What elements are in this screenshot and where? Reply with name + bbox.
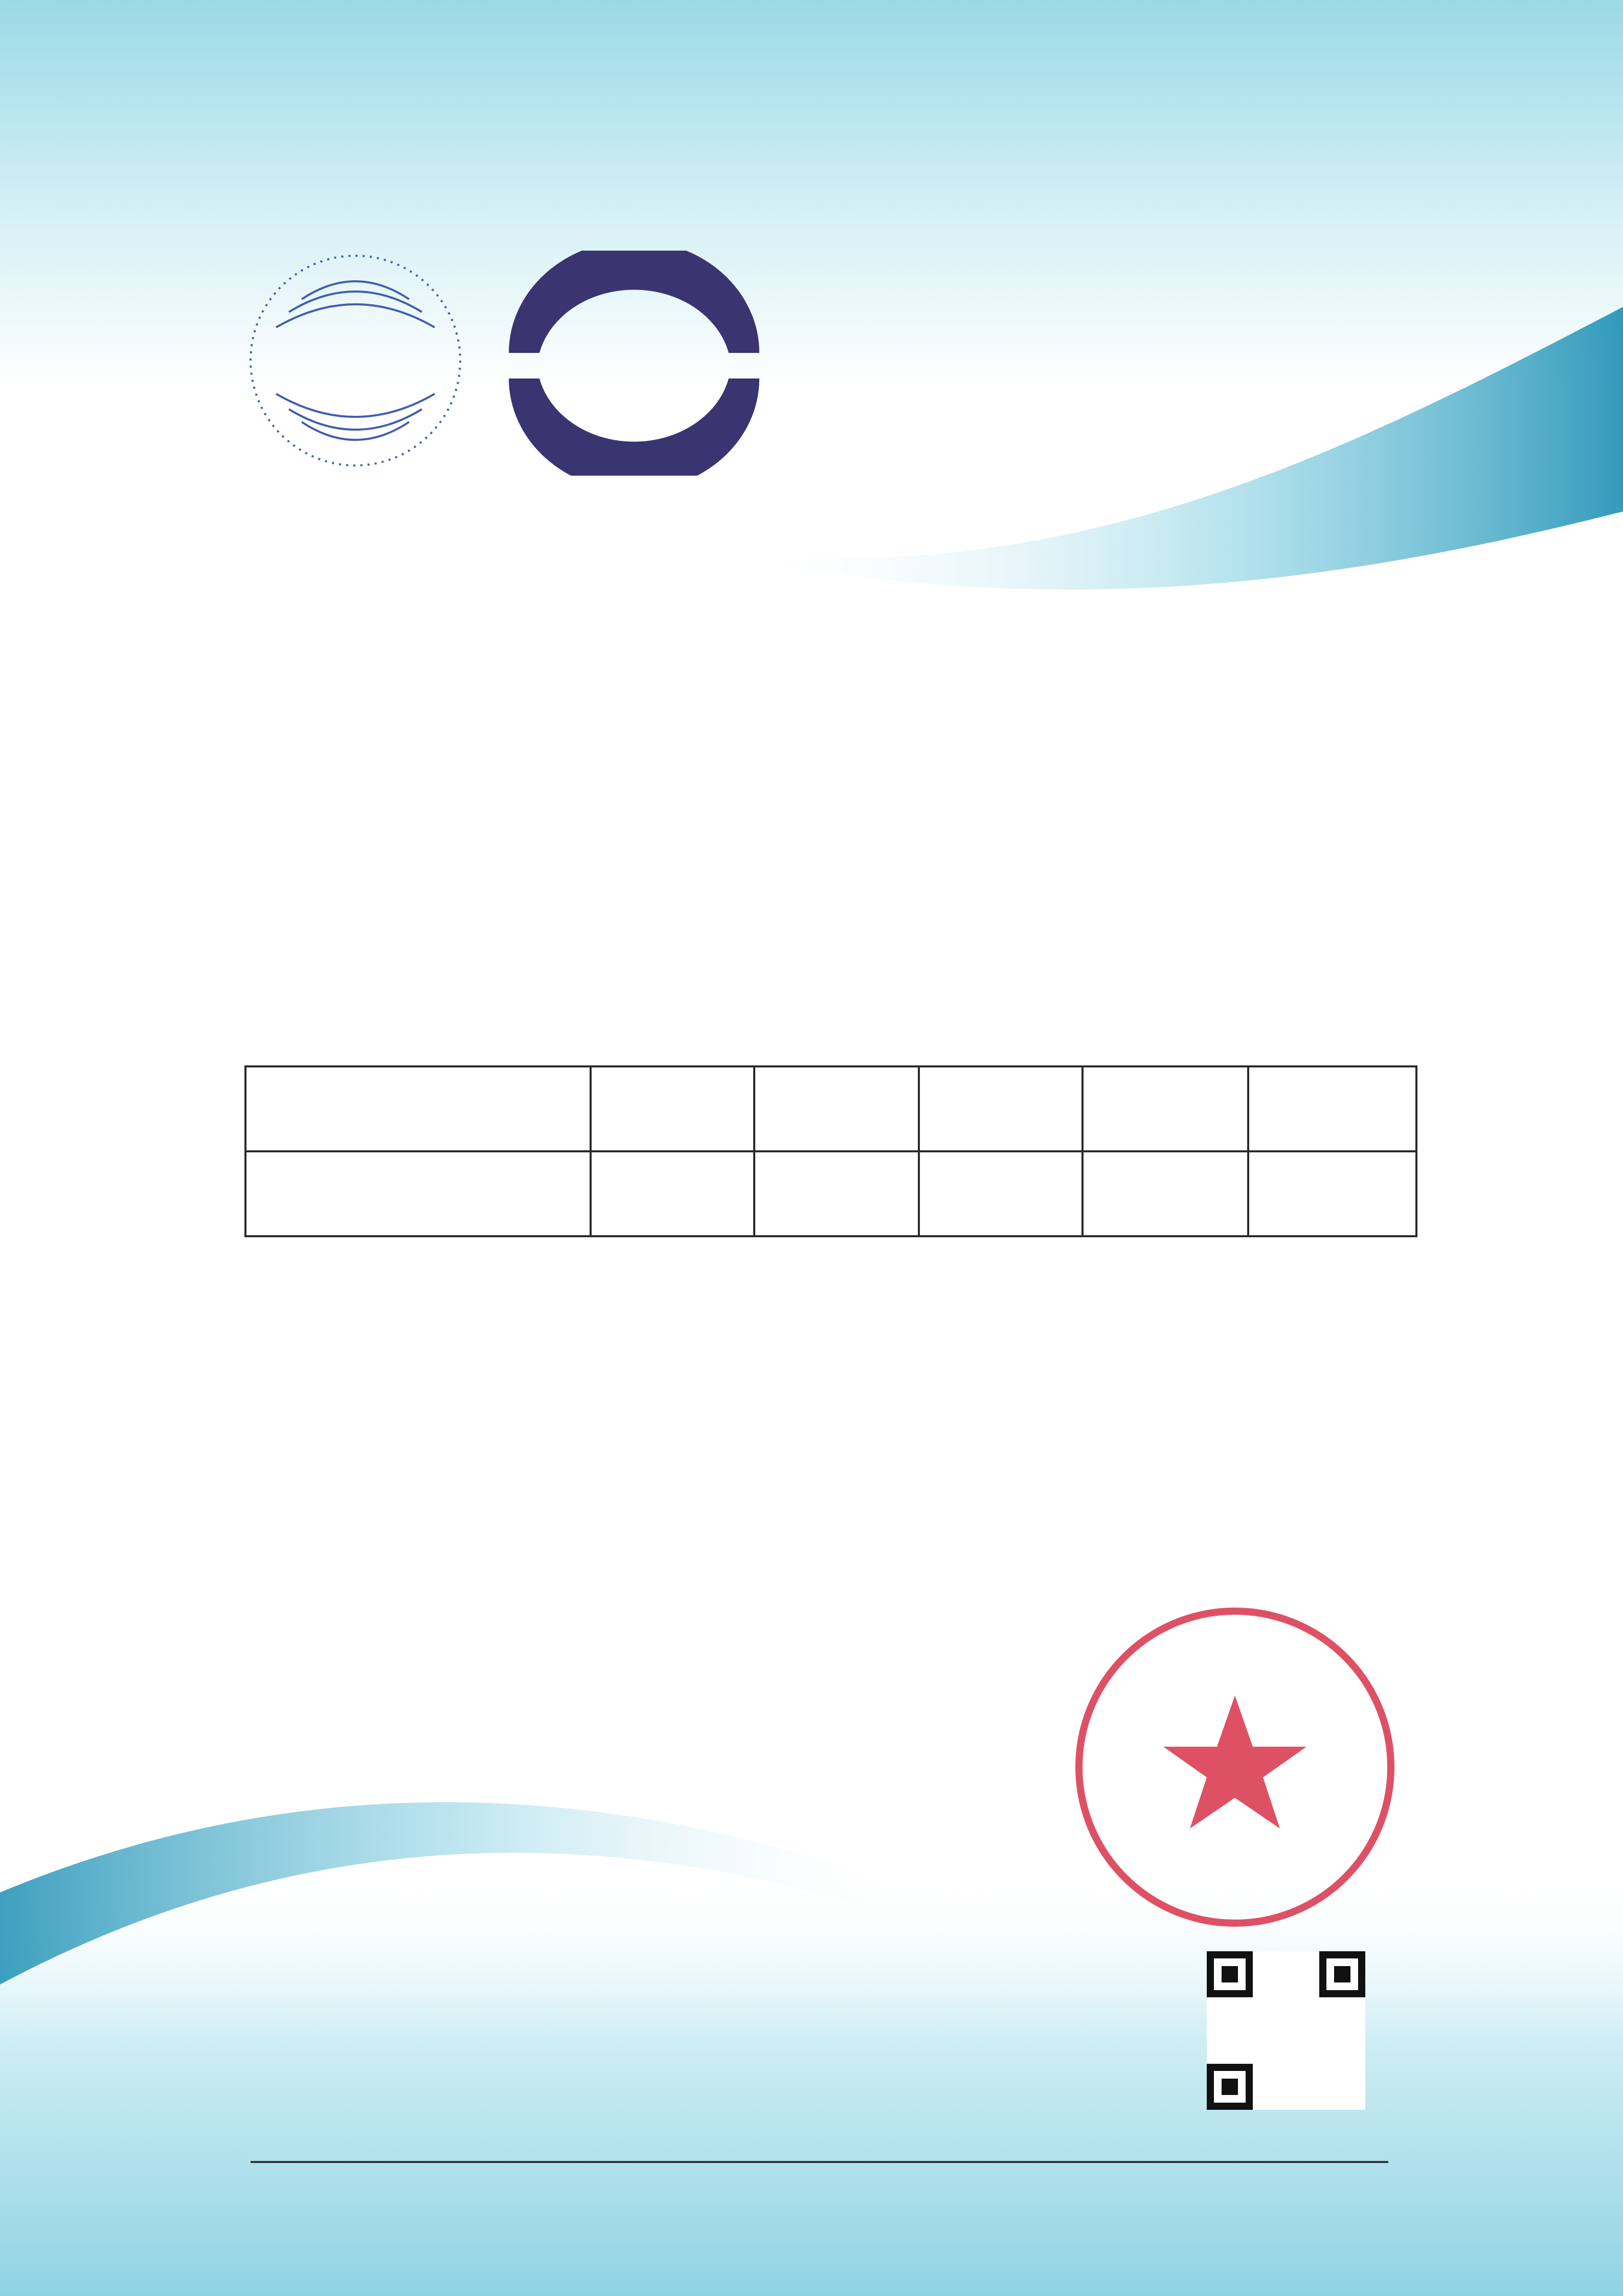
- cell-assigned-value: [919, 1151, 1083, 1236]
- qr-code: [1207, 1951, 1365, 2110]
- header-lab-result: [754, 1066, 919, 1151]
- cell-std-deviation: [1083, 1151, 1248, 1236]
- table-header-row: [245, 1066, 1416, 1151]
- cell-test-item: [245, 1151, 591, 1236]
- cell-z-value: [1248, 1151, 1416, 1236]
- header-z-value: [1248, 1066, 1416, 1151]
- header-sample: [591, 1066, 754, 1151]
- header-assigned-value: [919, 1066, 1083, 1151]
- table-row: [245, 1151, 1416, 1236]
- official-seal: [1061, 1593, 1409, 1941]
- ilac-mra-logo: [245, 251, 465, 471]
- seal-star-icon: [1163, 1696, 1306, 1829]
- results-table: [244, 1065, 1417, 1237]
- header-test-item: [245, 1066, 591, 1151]
- header-std-deviation: [1083, 1066, 1248, 1151]
- cnas-logo: [488, 251, 780, 476]
- cell-lab-result: [754, 1151, 919, 1236]
- cell-sample: [591, 1151, 754, 1236]
- footer-divider: [251, 2161, 1388, 2163]
